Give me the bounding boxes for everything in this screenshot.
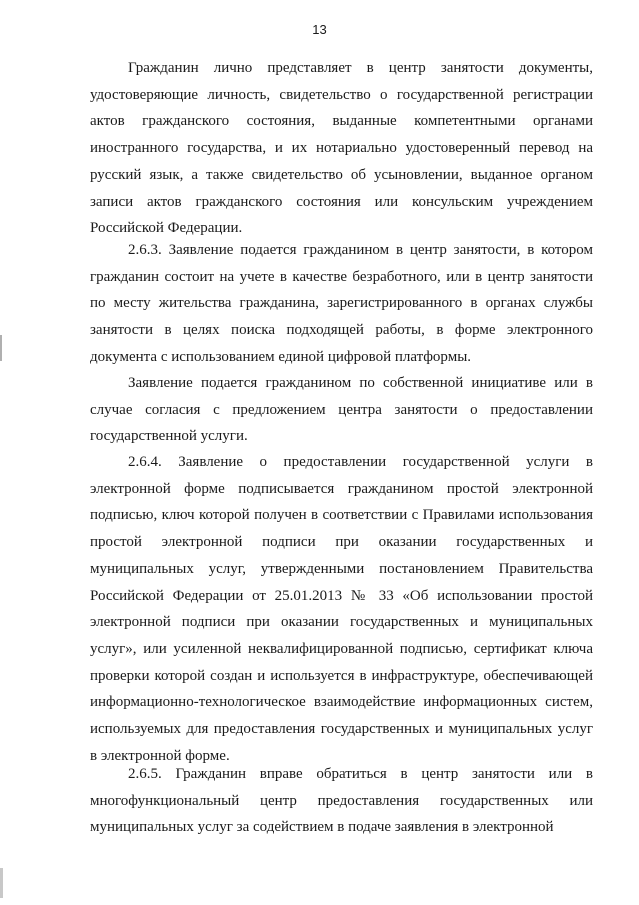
- scan-edge-mark: [0, 335, 2, 361]
- paragraph-2-6-5: 2.6.5. Гражданин вправе обратиться в центр занятости или в многофункциональный центр предоставления государственных или муниципальных услуг за содействием в подаче заявления в электронной: [90, 766, 593, 836]
- paragraph-documents: Гражданин лично представляет в центр занятости документы, удостоверяющие личность, свидетельство о государственной регистрации актов гражданского состояния, выданные компетентными органами иностранного государства, и их нотариально удостоверенный перевод на русский язык, а также свидетельство об усыновлении, выданное органом записи актов гражданского состояния или консульским учреждением Российской Федерации.: [90, 60, 593, 237]
- paragraph-2-6-4: 2.6.4. Заявление о предоставлении государственной услуги в электронной форме подписывается гражданином простой электронной подписью, ключ которой получен в соответствии с Правилами использования простой электронной подписи при оказании государственных и муниципальных услуг, утвержденными постановлением Правительства Российской Федерации от 25.01.2013 № 33 «Об использовании простой электронной подписи при оказании государственных и муниципальных услуг», или усиленной неквалифицированной подписью, сертификат ключа проверки которой создан и используется в инфраструктуре, обеспечивающей информационно-технологическое взаимодействие информационных систем, используемых для предоставления государственных и муниципальных услуг в электронной форме.: [90, 454, 593, 764]
- paragraph-2-6-3: 2.6.3. Заявление подается гражданином в центр занятости, в котором гражданин состоит на учете в качестве безработного, или в центр занятости по месту жительства гражданина, зарегистрированного в органах службы занятости в целях поиска подходящей работы, в форме электронного документа с использованием единой цифровой платформы.: [90, 242, 593, 365]
- page-number: 13: [312, 22, 327, 37]
- paragraph-application-initiative: Заявление подается гражданином по собственной инициативе или в случае согласия с предложением центра занятости о предоставлении государственной услуги.: [90, 375, 593, 445]
- scan-edge-mark-bottom: [0, 868, 3, 898]
